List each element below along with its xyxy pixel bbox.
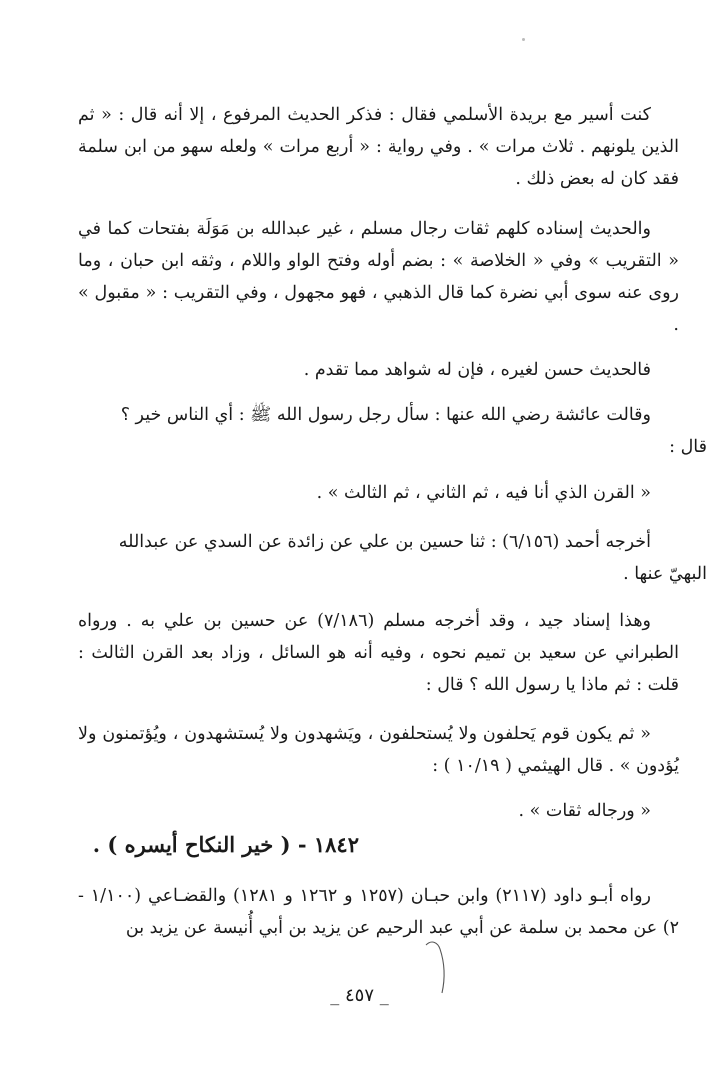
line: الطبراني عن سعيد بن تميم نحوه ، وفيه أنه هو السائل ، وزاد بعد القرن الثالث : قلت : [78,643,679,695]
hadith-heading: ١٨٤٢ - ( خير النكاح أيسره ) . [92,832,359,857]
paragraph-5 [78,477,679,509]
line: (١/١٠٠ - ٢) عن محمد بن سلمة عن أبي عبد الرحيم عن يزيد بن أبي أُنيسة عن يزيد بن [78,886,679,938]
line: وقالت عائشة رضي الله عنها : سأل رجل رسول الله ﷺ : أي الناس خير ؟ [120,405,651,425]
line: ولا يُؤدون » . قال الهيثمي ( ١٠/١٩ ) : [78,724,679,776]
paper-speck [522,38,525,41]
page-number: _ ٤٥٧ _ [330,985,389,1006]
line: فالحديث حسن لغيره ، فإن له شواهد مما تقدم . [303,360,651,380]
line: قال : [669,437,707,457]
line: كان له بعض ذلك . [515,169,648,189]
line: كنت أسير مع بريدة الأسلمي فقال : فذكر الحديث المرفوع ، إلا أنه قال : « ثم [78,105,651,125]
line: أخرجه أحمد (٦/١٥٦) : ثنا حسين بن علي عن زائدة عن السدي عن عبدالله [118,532,651,552]
paragraph-8 [78,718,679,782]
paragraph-2 [78,213,679,341]
paragraph-1 [78,99,679,195]
line: وهذا إسناد جيد ، وقد أخرجه مسلم (٧/١٨٦) عن حسين بن علي به . ورواه [78,611,652,631]
line: « القرن الذي أنا فيه ، ثم الثاني ، ثم الثالث » . [316,483,651,503]
paragraph-4 [78,399,707,463]
line: « ثم يكون قوم يَحلفون ولا يُستحلفون ، ويَشهدون ولا يُستشهدون ، ويُؤتمنون [102,724,651,744]
body-text-bottom [78,880,679,944]
line: البهيّ عنها . [623,564,707,584]
line: ثم ماذا يا رسول الله ؟ قال : [425,675,631,695]
paragraph-10 [78,880,679,944]
line: الذين يلونهم . ثلاث مرات » . وفي رواية : « أربع مرات » ولعله سهو من ابن سلمة فقد [78,137,679,189]
line: عنه سوى أبي نضرة كما قال الذهبي ، فهو مجهول ، وفي التقريب : « مقبول » . [78,283,679,335]
paragraph-3 [78,354,679,386]
line: « التقريب » وفي « الخلاصة » : بضم أوله وفتح الواو واللام ، وثقه ابن حبان ، وما روى [78,251,679,303]
line: والحديث إسناده كلهم ثقات رجال مسلم ، غير عبدالله بن مَوَلَة بفتحات كما في [78,219,651,239]
body-text-top [78,99,707,827]
line: « ورجاله ثقات » . [518,801,651,821]
line: رواه أبـو داود (٢١١٧) وابن حبـان (١٢٥٧ و ١٢٦٢ و ١٢٨١) والقضـاعي [147,886,651,906]
paragraph-7 [78,605,679,701]
paragraph-9 [78,795,679,827]
paragraph-6 [78,526,707,590]
